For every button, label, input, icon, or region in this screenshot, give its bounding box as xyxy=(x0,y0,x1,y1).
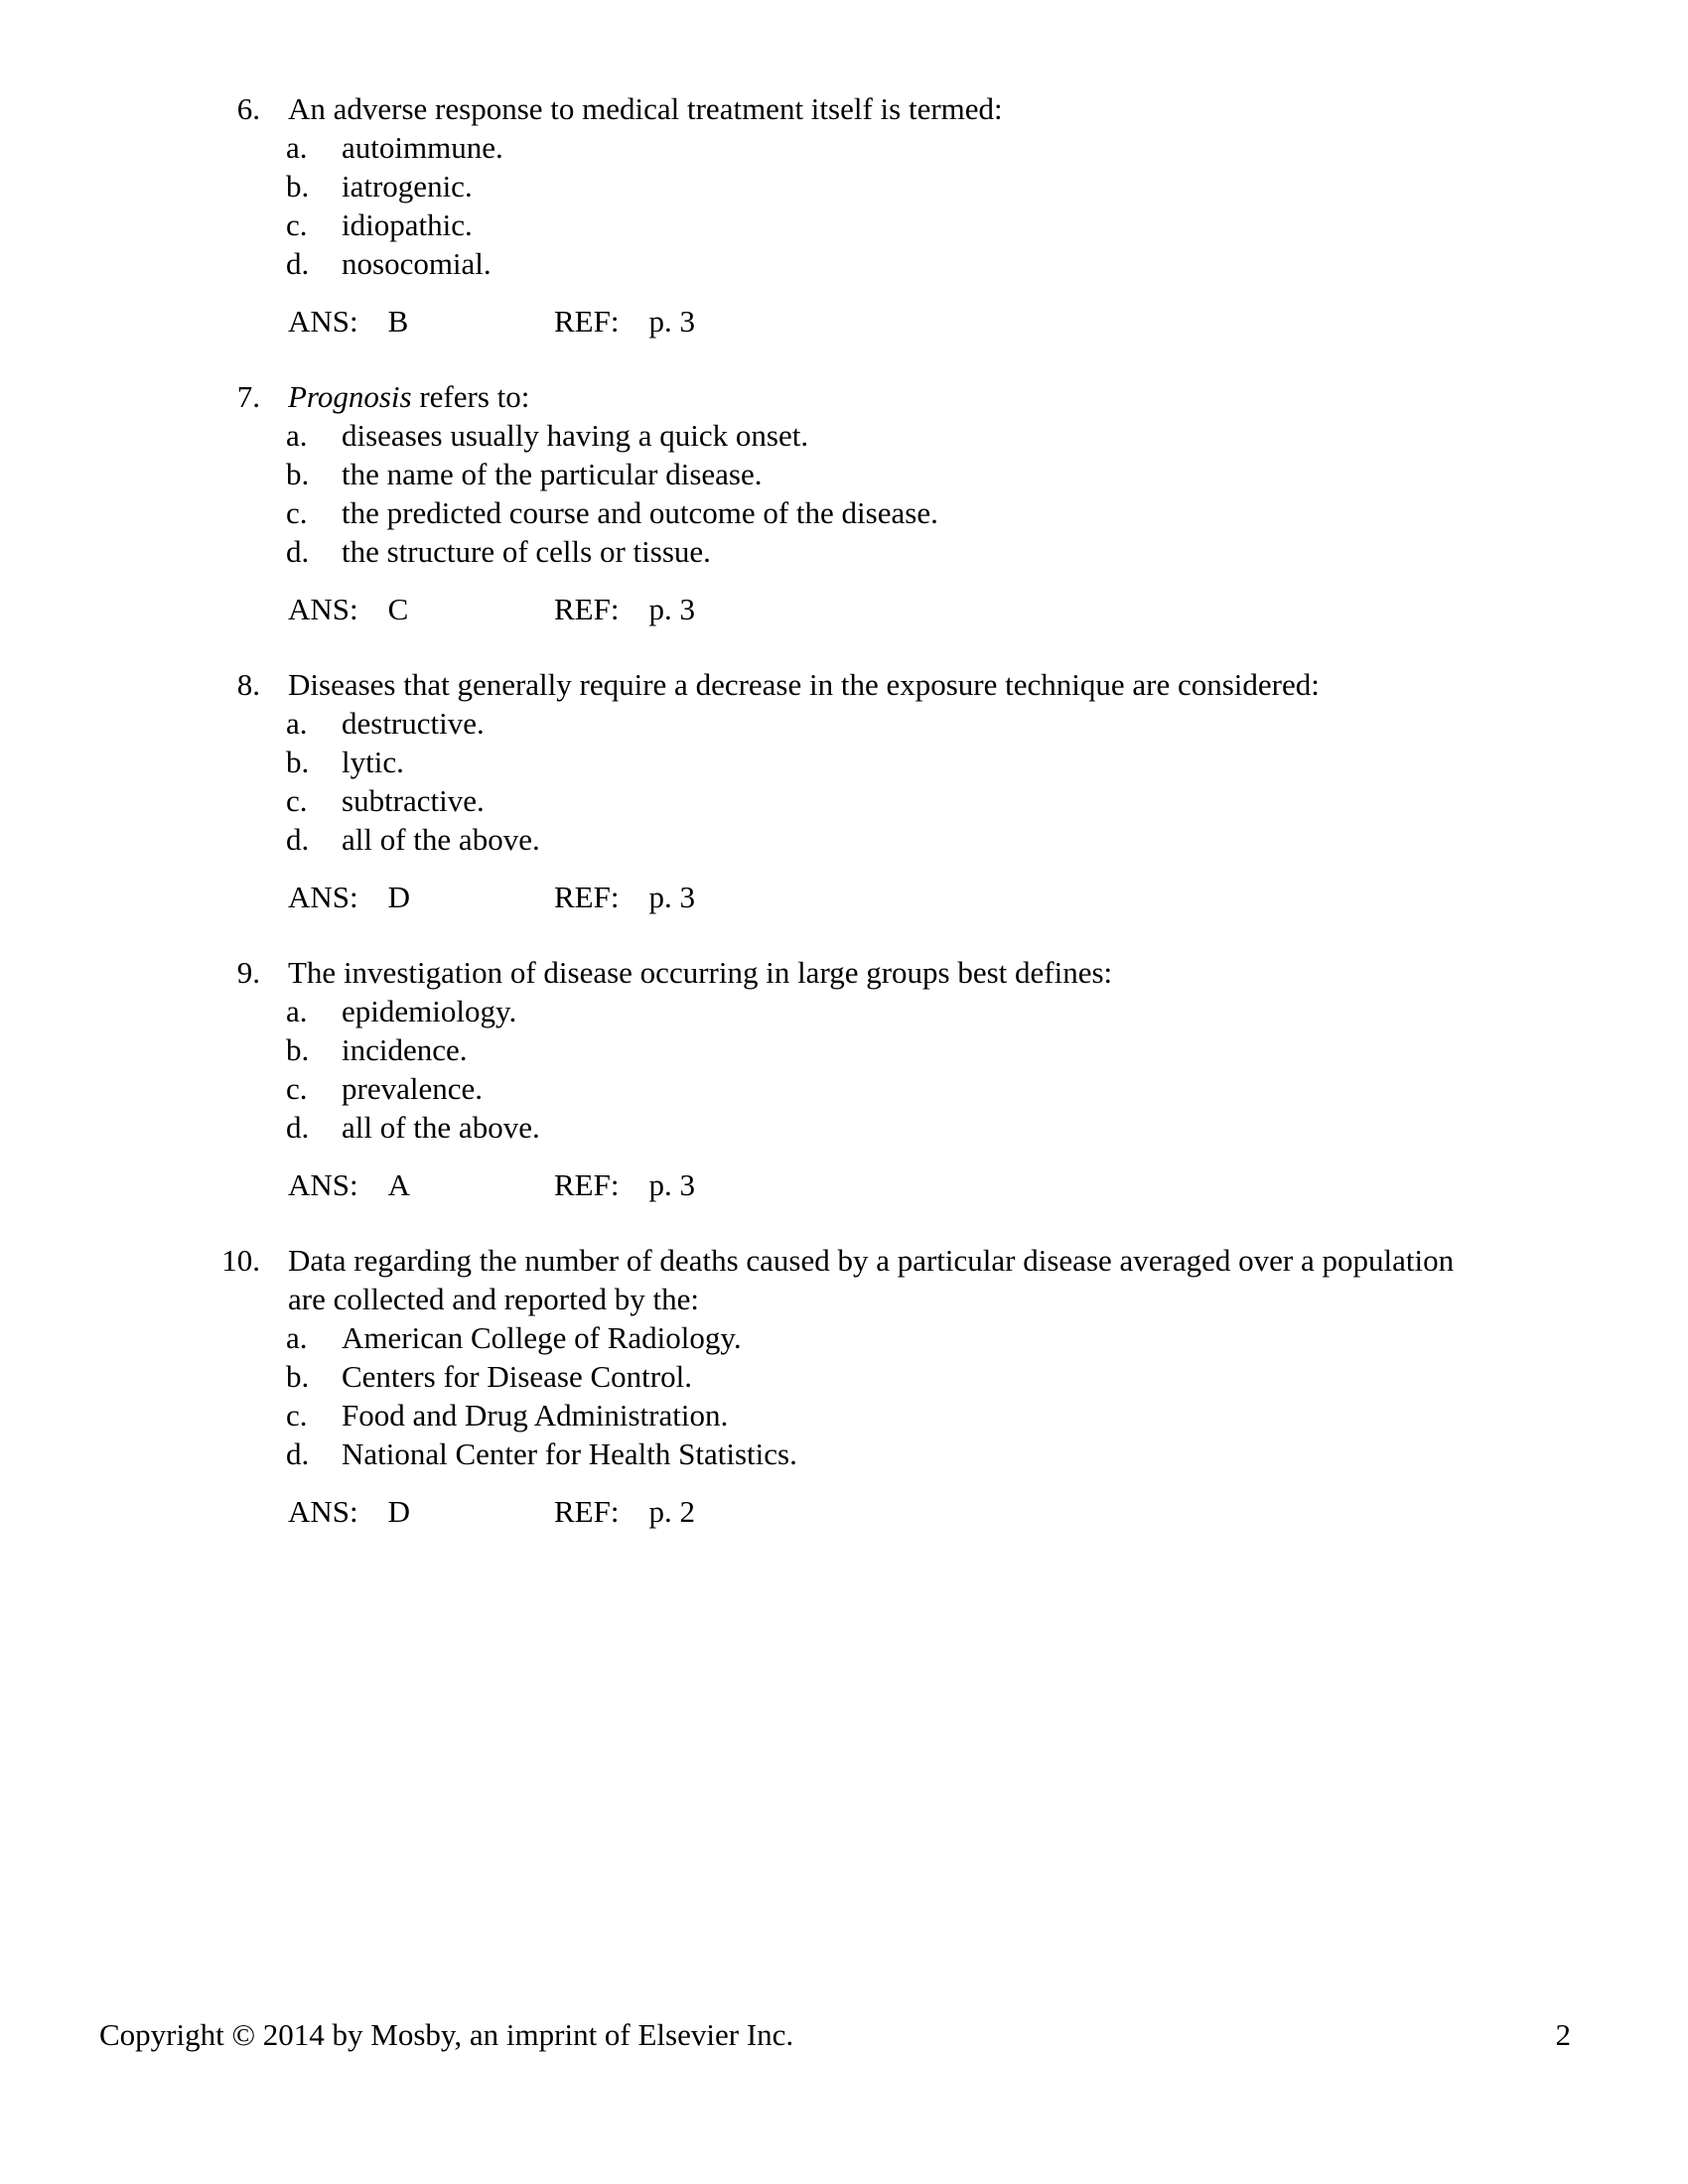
option-letter: d. xyxy=(286,246,310,281)
question-list xyxy=(0,89,1688,1568)
option-row xyxy=(0,244,1688,283)
option-text: subtractive. xyxy=(342,783,485,818)
answer-label: ANS: xyxy=(288,1167,358,1202)
question-number: 7. xyxy=(236,379,260,414)
answer-group xyxy=(288,1165,554,1204)
option-text: destructive. xyxy=(342,706,485,741)
answer-group xyxy=(288,878,554,916)
question-block xyxy=(0,665,1688,916)
ref-label: REF: xyxy=(554,880,620,914)
option-text: prevalence. xyxy=(342,1071,483,1106)
option-row xyxy=(0,128,1688,167)
option-letter: a. xyxy=(286,994,308,1028)
option-text: iatrogenic. xyxy=(342,169,473,204)
option-row xyxy=(0,820,1688,859)
question-block xyxy=(0,953,1688,1204)
footer-page-number: 2 xyxy=(1555,2017,1571,2052)
answer-value: D xyxy=(387,880,411,914)
question-number: 9. xyxy=(236,955,260,990)
question-text-main: An adverse response to medical treatment itself is termed: xyxy=(288,91,1003,126)
answer-value: A xyxy=(387,1167,411,1202)
option-text: National Center for Health Statistics. xyxy=(342,1436,797,1471)
answer-group xyxy=(288,302,554,341)
ref-label: REF: xyxy=(554,1167,620,1202)
question-row xyxy=(0,1241,1688,1318)
question-text xyxy=(288,665,1320,704)
answer-value: B xyxy=(387,304,409,339)
option-row xyxy=(0,205,1688,244)
option-letter: d. xyxy=(286,534,310,569)
ref-value: p. 3 xyxy=(648,1167,695,1202)
option-letter: b. xyxy=(286,457,310,491)
option-text: the name of the particular disease. xyxy=(342,457,763,491)
option-letter: c. xyxy=(286,495,308,530)
ref-group xyxy=(554,1165,695,1204)
option-letter: a. xyxy=(286,130,308,165)
option-letter: a. xyxy=(286,706,308,741)
option-row xyxy=(0,1069,1688,1108)
option-row xyxy=(0,1318,1688,1357)
option-letter: a. xyxy=(286,1320,308,1355)
question-text-main: Diseases that generally require a decrease in the exposure technique are considered: xyxy=(288,667,1320,702)
question-number: 8. xyxy=(236,667,260,702)
option-text: the structure of cells or tissue. xyxy=(342,534,711,569)
ref-label: REF: xyxy=(554,592,620,626)
question-text xyxy=(288,953,1112,992)
option-row xyxy=(0,532,1688,571)
option-letter: b. xyxy=(286,745,310,779)
option-row xyxy=(0,1434,1688,1473)
question-block xyxy=(0,377,1688,628)
answer-group xyxy=(288,1492,554,1531)
option-text: epidemiology. xyxy=(342,994,517,1028)
ref-value: p. 2 xyxy=(648,1494,695,1529)
answer-row xyxy=(0,1165,1688,1204)
question-text-main: The investigation of disease occurring in large groups best defines: xyxy=(288,955,1113,990)
option-letter: d. xyxy=(286,1110,310,1145)
option-text: American College of Radiology. xyxy=(342,1320,742,1355)
question-row xyxy=(0,377,1688,416)
option-letter: a. xyxy=(286,418,308,453)
option-text: Food and Drug Administration. xyxy=(342,1398,729,1433)
option-row xyxy=(0,416,1688,455)
question-block xyxy=(0,1241,1688,1531)
question-text-main: refers to: xyxy=(411,379,530,414)
answer-label: ANS: xyxy=(288,592,358,626)
answer-label: ANS: xyxy=(288,304,358,339)
ref-group xyxy=(554,878,695,916)
question-row xyxy=(0,665,1688,704)
page-footer xyxy=(0,2015,1688,2054)
option-letter: b. xyxy=(286,169,310,204)
question-text-main: Data regarding the number of deaths caused by a particular disease averaged over a population are collected and reported by the: xyxy=(288,1243,1455,1316)
answer-row xyxy=(0,1492,1688,1531)
option-row xyxy=(0,704,1688,743)
option-row xyxy=(0,493,1688,532)
ref-value: p. 3 xyxy=(648,880,695,914)
question-text xyxy=(288,89,1003,128)
option-row xyxy=(0,1108,1688,1147)
question-row xyxy=(0,953,1688,992)
option-row xyxy=(0,781,1688,820)
question-number: 6. xyxy=(236,91,260,126)
answer-label: ANS: xyxy=(288,880,358,914)
option-text: Centers for Disease Control. xyxy=(342,1359,692,1394)
option-text: autoimmune. xyxy=(342,130,503,165)
option-letter: d. xyxy=(286,1436,310,1471)
option-row xyxy=(0,1030,1688,1069)
ref-value: p. 3 xyxy=(648,592,695,626)
option-letter: b. xyxy=(286,1359,310,1394)
option-row xyxy=(0,1396,1688,1434)
option-row xyxy=(0,992,1688,1030)
option-letter: c. xyxy=(286,207,308,242)
option-letter: c. xyxy=(286,783,308,818)
answer-value: D xyxy=(387,1494,411,1529)
option-text: incidence. xyxy=(342,1032,468,1067)
question-text-italic: Prognosis xyxy=(288,379,412,414)
answer-value: C xyxy=(387,592,409,626)
ref-label: REF: xyxy=(554,304,620,339)
answer-row xyxy=(0,302,1688,341)
option-text: all of the above. xyxy=(342,1110,540,1145)
footer-copyright: Copyright © 2014 by Mosby, an imprint of Elsevier Inc. xyxy=(99,2017,794,2052)
option-letter: b. xyxy=(286,1032,310,1067)
option-text: the predicted course and outcome of the disease. xyxy=(342,495,938,530)
question-text xyxy=(288,1241,1470,1318)
ref-group xyxy=(554,590,695,628)
ref-group xyxy=(554,1492,695,1531)
answer-group xyxy=(288,590,554,628)
option-text: idiopathic. xyxy=(342,207,473,242)
option-row xyxy=(0,455,1688,493)
option-text: diseases usually having a quick onset. xyxy=(342,418,809,453)
answer-row xyxy=(0,590,1688,628)
option-row xyxy=(0,743,1688,781)
question-text xyxy=(288,377,529,416)
option-text: nosocomial. xyxy=(342,246,492,281)
option-text: lytic. xyxy=(342,745,404,779)
option-letter: c. xyxy=(286,1071,308,1106)
answer-label: ANS: xyxy=(288,1494,358,1529)
question-number: 10. xyxy=(221,1243,260,1278)
option-row xyxy=(0,1357,1688,1396)
answer-row xyxy=(0,878,1688,916)
ref-value: p. 3 xyxy=(648,304,695,339)
option-row xyxy=(0,167,1688,205)
option-text: all of the above. xyxy=(342,822,540,857)
option-letter: c. xyxy=(286,1398,308,1433)
ref-group xyxy=(554,302,695,341)
ref-label: REF: xyxy=(554,1494,620,1529)
question-block xyxy=(0,89,1688,341)
option-letter: d. xyxy=(286,822,310,857)
question-row xyxy=(0,89,1688,128)
